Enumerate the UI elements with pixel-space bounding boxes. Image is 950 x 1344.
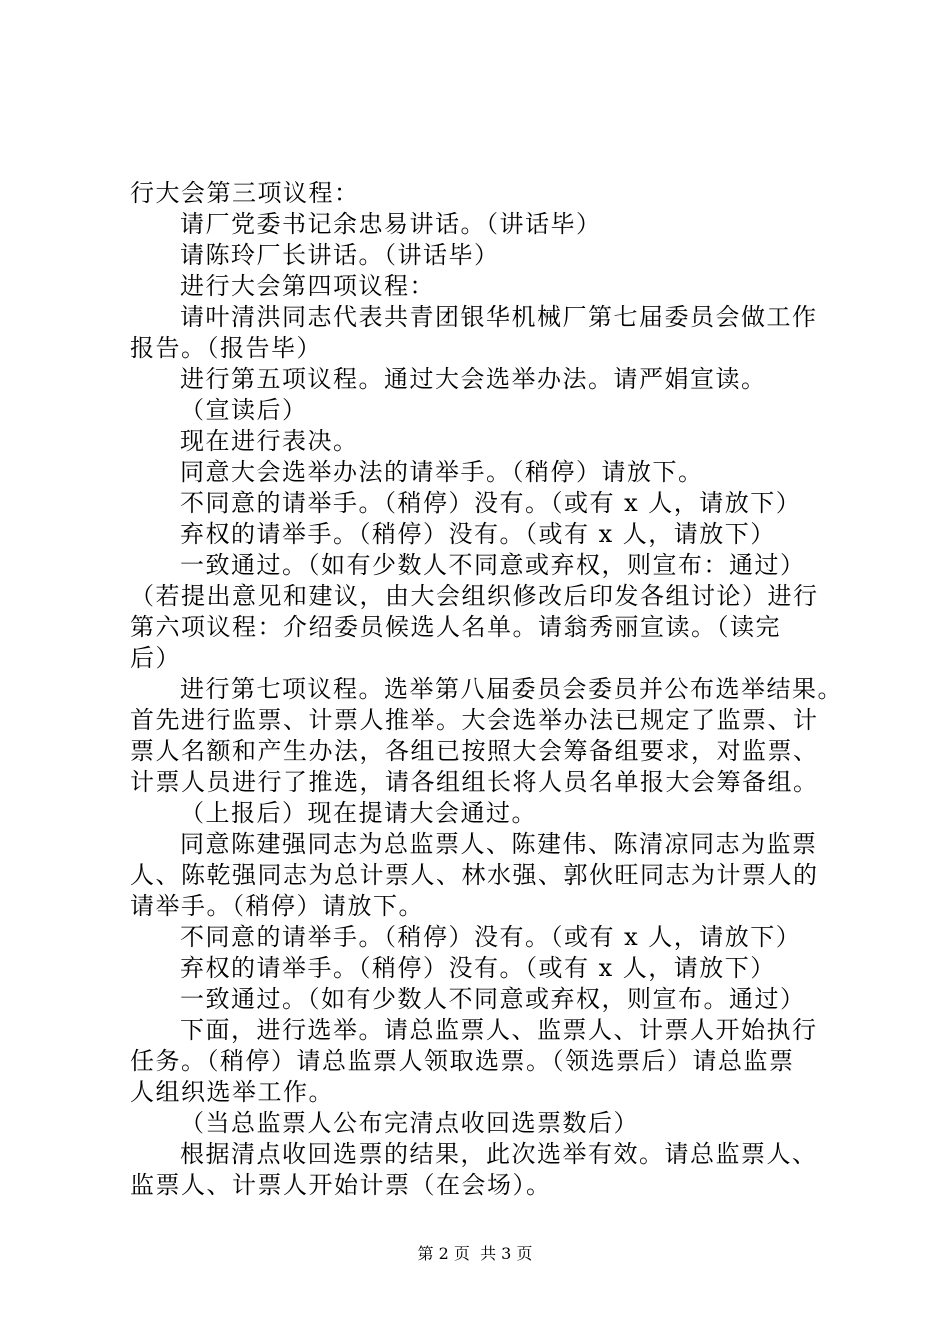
text-line: 监票人、计票人开始计票（在会场）。 (130, 1171, 552, 1199)
document-body (130, 178, 845, 1201)
text-line: 人、陈乾强同志为总计票人、林水强、郭伙旺同志为计票人的 (130, 861, 819, 889)
text-line: 票人名额和产生办法，各组已按照大会筹备组要求，对监票、 (130, 737, 819, 765)
text-line: 人组织选举工作。 (130, 1078, 334, 1106)
text-line: 一致通过。（如有少数人不同意或弃权，则宣布：通过） (180, 551, 806, 579)
text-line: 不同意的请举手。（稍停）没有。（或有 x 人，请放下） (180, 489, 802, 517)
text-line: （当总监票人公布完清点收回选票数后） (180, 1109, 639, 1137)
text-line: （上报后）现在提请大会通过。 (180, 799, 537, 827)
text-line: 进行大会第四项议程： (180, 272, 435, 300)
text-line: 任务。（稍停）请总监票人领取选票。（领选票后）请总监票 (130, 1047, 795, 1075)
text-line: 请举手。（稍停）请放下。 (130, 892, 424, 920)
text-line: 请叶清洪同志代表共青团银华机械厂第七届委员会做工作 (180, 303, 818, 331)
text-line: 现在进行表决。 (180, 427, 359, 455)
text-line: 弃权的请举手。（稍停）没有。（或有 x 人，请放下） (180, 954, 776, 982)
page-footer: 第 2 页 共 3 页 (417, 1244, 533, 1263)
text-line: 第六项议程：介绍委员候选人名单。请翁秀丽宣读。（读完 (130, 613, 781, 641)
text-line: 弃权的请举手。（稍停）没有。（或有 x 人，请放下） (180, 520, 776, 548)
text-line: （若提出意见和建议，由大会组织修改后印发各组讨论）进行 (130, 582, 819, 610)
text-line: 计票人员进行了推选，请各组组长将人员名单报大会筹备组。 (130, 768, 819, 796)
text-line: 请陈玲厂长讲话。（讲话毕） (180, 241, 500, 269)
text-line: 请厂党委书记余忠易讲话。（讲话毕） (180, 210, 602, 238)
text-line: 行大会第三项议程： (130, 179, 360, 207)
text-line: 首先进行监票、计票人推举。大会选举办法已规定了监票、计 (130, 706, 819, 734)
text-line: 同意陈建强同志为总监票人、陈建伟、陈清凉同志为监票 (180, 830, 818, 858)
text-line: 一致通过。（如有少数人不同意或弃权，则宣布。通过） (180, 985, 806, 1013)
text-line: 后） (130, 644, 181, 672)
text-line: （宣读后） (180, 396, 308, 424)
text-line: 进行第七项议程。选举第八届委员会委员并公布选举结果。 (180, 675, 843, 703)
text-line: 不同意的请举手。（稍停）没有。（或有 x 人，请放下） (180, 923, 802, 951)
text-line: 报告。（报告毕） (130, 334, 322, 362)
text-line: 同意大会选举办法的请举手。（稍停）请放下。 (180, 458, 704, 486)
text-line: 下面，进行选举。请总监票人、监票人、计票人开始执行 (180, 1016, 818, 1044)
text-line: 进行第五项议程。通过大会选举办法。请严娟宣读。 (180, 365, 767, 393)
text-line: 根据清点收回选票的结果，此次选举有效。请总监票人、 (180, 1140, 818, 1168)
